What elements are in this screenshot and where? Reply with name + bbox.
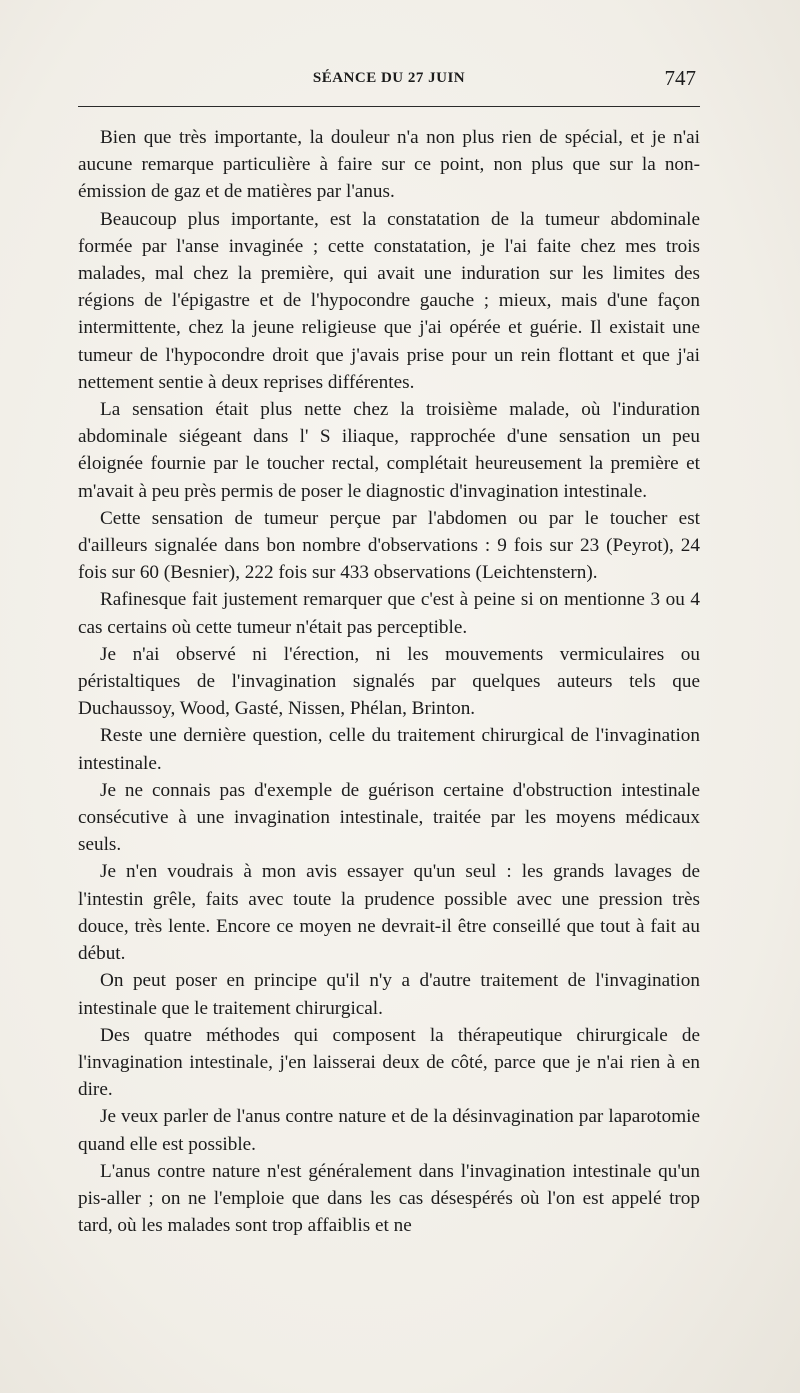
paragraph: Je n'en voudrais à mon avis essayer qu'un seul : les grands lavages de l'intestin grêle, faits avec toute la prudence possible avec une pression très douce, très lente. Encore ce moyen ne devrait-il être conseillé que tout à fait au début. <box>78 861 700 965</box>
body-text <box>78 124 700 1239</box>
page-header <box>78 66 700 100</box>
paragraph: Des quatre méthodes qui composent la thérapeutique chirurgicale de l'invagination intestinale, j'en laisserai deux de côté, parce que je n'ai rien à en dire. <box>78 1024 700 1101</box>
paragraph: Je veux parler de l'anus contre nature et de la désinvagination par laparotomie quand elle est possible. <box>78 1106 700 1155</box>
paragraph: Bien que très importante, la douleur n'a non plus rien de spécial, et je n'ai aucune remarque particulière à faire sur ce point, non plus que sur la non-émission de gaz et de matières par l'anus. <box>78 127 700 203</box>
paragraph: Reste une dernière question, celle du traitement chirurgical de l'invagination intestinale. <box>78 725 700 774</box>
paragraph: On peut poser en principe qu'il n'y a d'autre traitement de l'invagination intestinale que le traitement chirurgical. <box>78 970 700 1019</box>
paragraph: Je ne connais pas d'exemple de guérison certaine d'obstruction intestinale consécutive à une invagination intestinale, traitée par les moyens médicaux seuls. <box>78 779 700 856</box>
paragraph: Rafinesque fait justement remarquer que c'est à peine si on mentionne 3 ou 4 cas certains où cette tumeur n'était pas perceptible. <box>78 589 700 638</box>
paragraph: L'anus contre nature n'est généralement dans l'invagination intestinale qu'un pis-aller ; on ne l'emploie que dans les cas désespérés où l'on est appelé trop tard, où les malades sont trop affaiblis et ne <box>78 1160 700 1237</box>
paragraph: La sensation était plus nette chez la troisième malade, où l'induration abdominale siégeant dans l' S iliaque, rapprochée d'une sensation un peu éloignée fournie par le toucher rectal, complétait heureusement la première et m'avait à peu près permis de poser le diagnostic d'invagination intestinale. <box>78 399 700 502</box>
paragraph: Cette sensation de tumeur perçue par l'abdomen ou par le toucher est d'ailleurs signalée dans bon nombre d'observations : 9 fois sur 23 (Peyrot), 24 fois sur 60 (Besnier), 222 fois sur 433 observations (Leichtenstern). <box>78 507 700 584</box>
paragraph: Je n'ai observé ni l'érection, ni les mouvements vermiculaires ou péristaltiques de l'invagination signalés par quelques auteurs tels que Duchaussoy, Wood, Gasté, Nissen, Phélan, Brinton. <box>78 643 700 720</box>
header-rule <box>78 106 700 107</box>
paragraph: Beaucoup plus importante, est la constatation de la tumeur abdominale formée par l'anse invaginée ; cette constatation, je l'ai faite chez mes trois malades, mal chez la première, qui avait une induration sur les limites des régions de l'épigastre et de l'hypocondre gauche ; mieux, mais d'une façon intermittente, chez la jeune religieuse que j'ai opérée et guérie. Il existait une tumeur de l'hypocondre droit que j'avais prise pour un rein flottant et que j'ai nettement sentie à deux reprises différentes. <box>78 208 700 393</box>
running-title: SÉANCE DU 27 JUIN <box>312 70 466 86</box>
page-number: 747 <box>664 66 696 90</box>
